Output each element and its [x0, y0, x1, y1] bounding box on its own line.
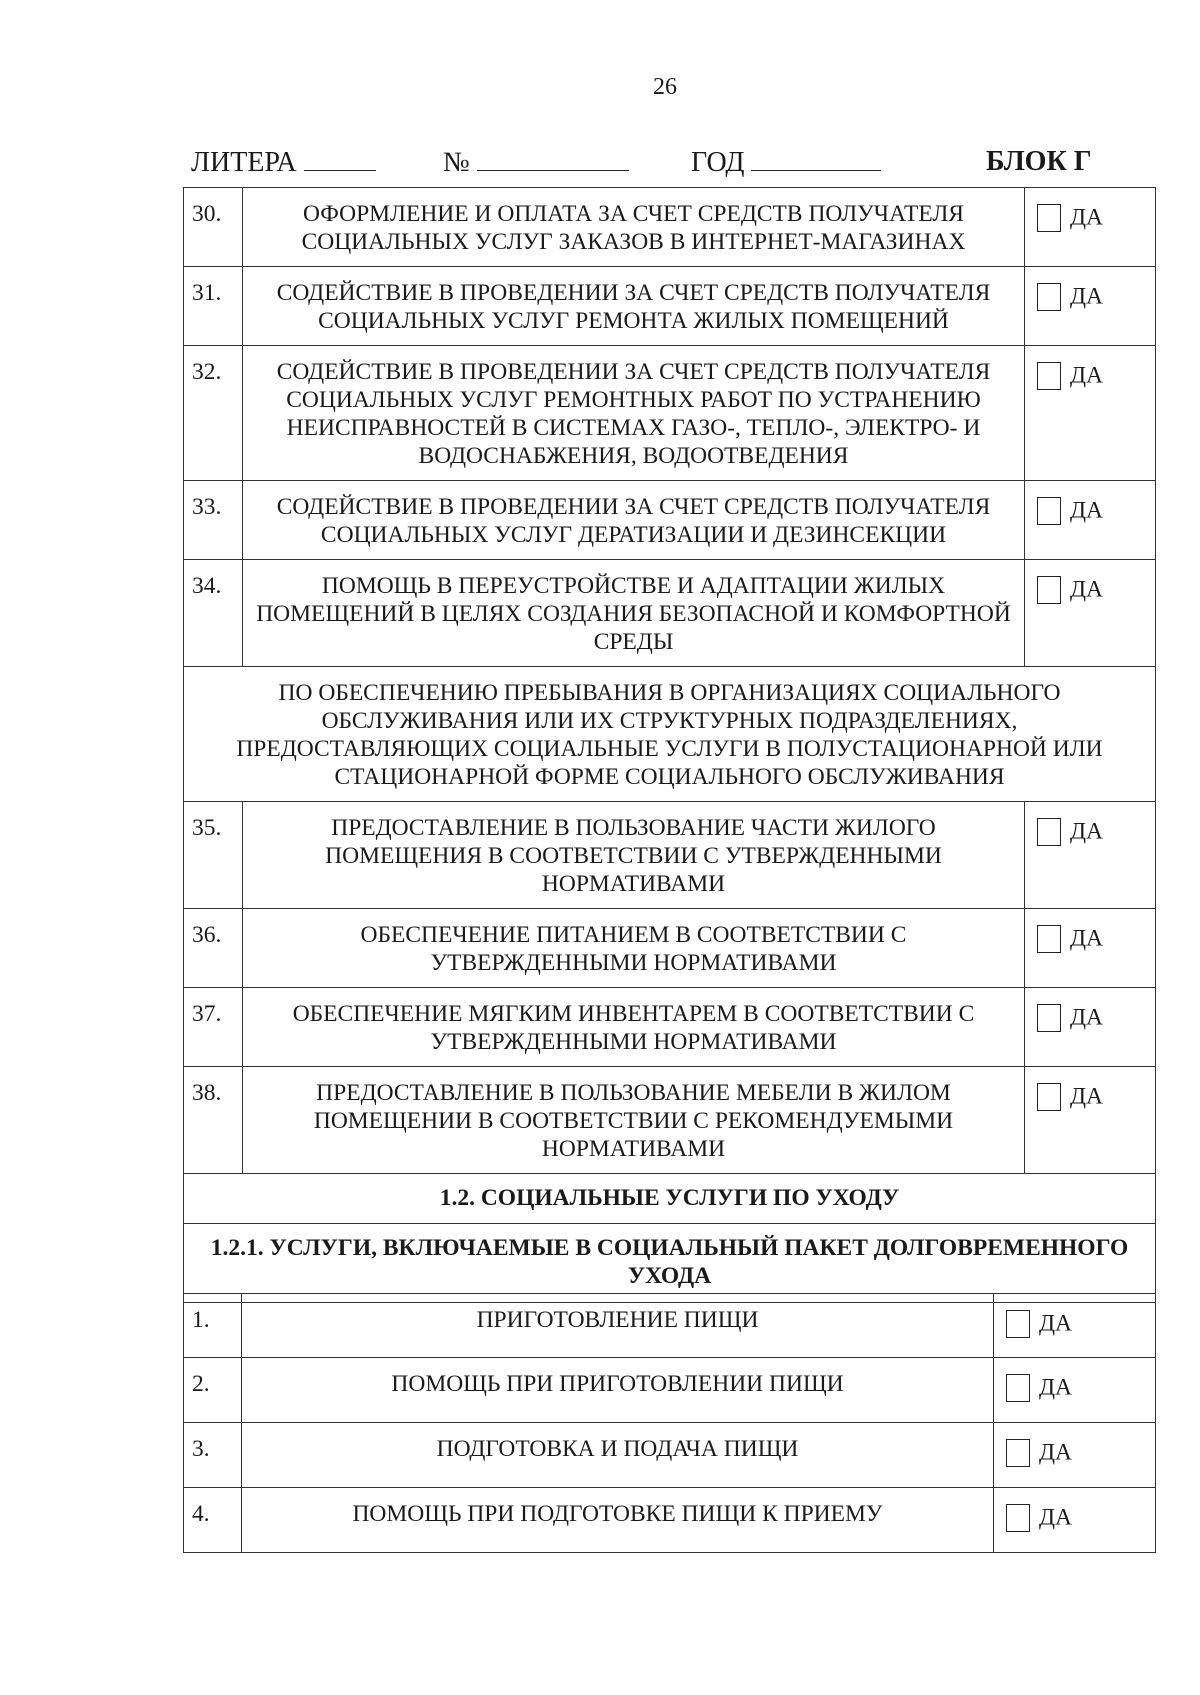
- checkbox-label: ДА: [1039, 1504, 1073, 1531]
- yes-checkbox[interactable]: [1025, 988, 1156, 1067]
- row-number: 30.: [184, 188, 243, 267]
- table-row: [184, 1423, 1156, 1488]
- checkbox-square-icon[interactable]: [1037, 1004, 1061, 1032]
- row-number: 31.: [184, 267, 243, 346]
- checkbox-square-icon[interactable]: [1037, 283, 1061, 311]
- service-text: ПОДГОТОВКА И ПОДАЧА ПИЩИ: [242, 1423, 994, 1488]
- checkbox-square-icon[interactable]: [1006, 1439, 1030, 1467]
- row-number: 36.: [184, 909, 243, 988]
- row-number: 32.: [184, 346, 243, 481]
- checkbox-label: ДА: [1070, 1083, 1104, 1110]
- checkbox-square-icon[interactable]: [1037, 204, 1061, 232]
- checkbox-square-icon[interactable]: [1006, 1504, 1030, 1532]
- yes-checkbox[interactable]: [1025, 802, 1156, 909]
- section-row: [184, 667, 1156, 802]
- checkbox-label: ДА: [1070, 1004, 1104, 1031]
- year-field[interactable]: [691, 146, 881, 179]
- checkbox-square-icon[interactable]: [1006, 1374, 1030, 1402]
- litera-field[interactable]: [191, 146, 376, 179]
- heading-1-2: 1.2. СОЦИАЛЬНЫЕ УСЛУГИ ПО УХОДУ: [184, 1174, 1156, 1224]
- table-row: [184, 802, 1156, 909]
- yes-checkbox[interactable]: [1025, 909, 1156, 988]
- checkbox-label: ДА: [1039, 1439, 1073, 1466]
- checkbox-square-icon[interactable]: [1006, 1310, 1030, 1338]
- table-row: [184, 988, 1156, 1067]
- litera-label: ЛИТЕРА: [191, 147, 297, 178]
- checkbox-label: ДА: [1070, 576, 1104, 603]
- row-number: 3.: [184, 1423, 242, 1488]
- yes-checkbox[interactable]: [1025, 481, 1156, 560]
- yes-checkbox[interactable]: [1025, 188, 1156, 267]
- table-row: [184, 346, 1156, 481]
- service-text: ПОМОЩЬ В ПЕРЕУСТРОЙСТВЕ И АДАПТАЦИИ ЖИЛЫХ ПОМЕЩЕНИЙ В ЦЕЛЯХ СОЗДАНИЯ БЕЗОПАСНОЙ И КОМФОРТНОЙ СРЕДЫ: [243, 560, 1025, 667]
- service-text: СОДЕЙСТВИЕ В ПРОВЕДЕНИИ ЗА СЧЕТ СРЕДСТВ ПОЛУЧАТЕЛЯ СОЦИАЛЬНЫХ УСЛУГ РЕМОНТНЫХ РАБОТ ПО УСТРАНЕНИЮ НЕИСПРАВНОСТЕЙ В СИСТЕМАХ ГАЗО-, ТЕПЛО-, ЭЛЕКТРО- И ВОДОСНАБЖЕНИЯ, ВОДООТВЕДЕНИЯ: [243, 346, 1025, 481]
- number-blank[interactable]: [477, 146, 629, 171]
- table-row: [184, 1488, 1156, 1553]
- table-row: [184, 1294, 1156, 1358]
- services-table: [183, 187, 1156, 1303]
- yes-checkbox[interactable]: [1025, 560, 1156, 667]
- table-row: [184, 560, 1156, 667]
- heading-1-2-1: 1.2.1. УСЛУГИ, ВКЛЮЧАЕМЫЕ В СОЦИАЛЬНЫЙ ПАКЕТ ДОЛГОВРЕМЕННОГО УХОДА: [184, 1224, 1156, 1303]
- row-number: 35.: [184, 802, 243, 909]
- table-row: [184, 267, 1156, 346]
- litera-blank[interactable]: [304, 146, 376, 171]
- row-number: 37.: [184, 988, 243, 1067]
- checkbox-label: ДА: [1039, 1374, 1073, 1401]
- heading-row: [184, 1174, 1156, 1224]
- row-number: 1.: [184, 1294, 242, 1358]
- service-text: СОДЕЙСТВИЕ В ПРОВЕДЕНИИ ЗА СЧЕТ СРЕДСТВ ПОЛУЧАТЕЛЯ СОЦИАЛЬНЫХ УСЛУГ РЕМОНТА ЖИЛЫХ ПОМЕЩЕНИЙ: [243, 267, 1025, 346]
- checkbox-square-icon[interactable]: [1037, 362, 1061, 390]
- checkbox-label: ДА: [1070, 362, 1104, 389]
- service-text: ПРЕДОСТАВЛЕНИЕ В ПОЛЬЗОВАНИЕ ЧАСТИ ЖИЛОГО ПОМЕЩЕНИЯ В СООТВЕТСТВИИ С УТВЕРЖДЕННЫМИ НОРМАТИВАМИ: [243, 802, 1025, 909]
- checkbox-square-icon[interactable]: [1037, 925, 1061, 953]
- year-blank[interactable]: [751, 146, 881, 171]
- care-services-table: [183, 1293, 1156, 1553]
- yes-checkbox[interactable]: [1025, 267, 1156, 346]
- checkbox-square-icon[interactable]: [1037, 576, 1061, 604]
- row-number: 38.: [184, 1067, 243, 1174]
- service-text: ОФОРМЛЕНИЕ И ОПЛАТА ЗА СЧЕТ СРЕДСТВ ПОЛУЧАТЕЛЯ СОЦИАЛЬНЫХ УСЛУГ ЗАКАЗОВ В ИНТЕРНЕТ-МАГАЗИНАХ: [243, 188, 1025, 267]
- section-stationary-text: ПО ОБЕСПЕЧЕНИЮ ПРЕБЫВАНИЯ В ОРГАНИЗАЦИЯХ СОЦИАЛЬНОГО ОБСЛУЖИВАНИЯ ИЛИ ИХ СТРУКТУРНЫХ ПОДРАЗДЕЛЕНИЯХ, ПРЕДОСТАВЛЯЮЩИХ СОЦИАЛЬНЫЕ УСЛУГИ В ПОЛУСТАЦИОНАРНОЙ ИЛИ СТАЦИОНАРНОЙ ФОРМЕ СОЦИАЛЬНОГО ОБСЛУЖИВАНИЯ: [184, 667, 1156, 802]
- service-text: СОДЕЙСТВИЕ В ПРОВЕДЕНИИ ЗА СЧЕТ СРЕДСТВ ПОЛУЧАТЕЛЯ СОЦИАЛЬНЫХ УСЛУГ ДЕРАТИЗАЦИИ И ДЕЗИНСЕКЦИИ: [243, 481, 1025, 560]
- checkbox-label: ДА: [1070, 818, 1104, 845]
- service-text: ОБЕСПЕЧЕНИЕ ПИТАНИЕМ В СООТВЕТСТВИИ С УТВЕРЖДЕННЫМИ НОРМАТИВАМИ: [243, 909, 1025, 988]
- number-label: №: [443, 147, 470, 178]
- table-row: [184, 481, 1156, 560]
- checkbox-label: ДА: [1039, 1310, 1073, 1337]
- number-field[interactable]: [443, 146, 629, 179]
- form-header: [191, 146, 1101, 180]
- table-row: [184, 1067, 1156, 1174]
- row-number: 33.: [184, 481, 243, 560]
- checkbox-square-icon[interactable]: [1037, 497, 1061, 525]
- checkbox-label: ДА: [1070, 497, 1104, 524]
- checkbox-label: ДА: [1070, 283, 1104, 310]
- yes-checkbox[interactable]: [994, 1423, 1156, 1488]
- year-label: ГОД: [691, 147, 745, 178]
- table-row: [184, 909, 1156, 988]
- yes-checkbox[interactable]: [1025, 346, 1156, 481]
- yes-checkbox[interactable]: [994, 1488, 1156, 1553]
- service-text: ПРИГОТОВЛЕНИЕ ПИЩИ: [242, 1294, 994, 1358]
- service-text: ПРЕДОСТАВЛЕНИЕ В ПОЛЬЗОВАНИЕ МЕБЕЛИ В ЖИЛОМ ПОМЕЩЕНИИ В СООТВЕТСТВИИ С РЕКОМЕНДУЕМЫМИ НОРМАТИВАМИ: [243, 1067, 1025, 1174]
- checkbox-label: ДА: [1070, 925, 1104, 952]
- block-label: БЛОК Г: [986, 146, 1092, 177]
- yes-checkbox[interactable]: [994, 1294, 1156, 1358]
- yes-checkbox[interactable]: [1025, 1067, 1156, 1174]
- yes-checkbox[interactable]: [994, 1358, 1156, 1423]
- checkbox-label: ДА: [1070, 204, 1104, 231]
- checkbox-square-icon[interactable]: [1037, 818, 1061, 846]
- row-number: 4.: [184, 1488, 242, 1553]
- row-number: 34.: [184, 560, 243, 667]
- page-number: 26: [653, 74, 677, 100]
- heading-row: [184, 1224, 1156, 1303]
- table-row: [184, 188, 1156, 267]
- row-number: 2.: [184, 1358, 242, 1423]
- table-row: [184, 1358, 1156, 1423]
- service-text: ОБЕСПЕЧЕНИЕ МЯГКИМ ИНВЕНТАРЕМ В СООТВЕТСТВИИ С УТВЕРЖДЕННЫМИ НОРМАТИВАМИ: [243, 988, 1025, 1067]
- checkbox-square-icon[interactable]: [1037, 1083, 1061, 1111]
- service-text: ПОМОЩЬ ПРИ ПРИГОТОВЛЕНИИ ПИЩИ: [242, 1358, 994, 1423]
- service-text: ПОМОЩЬ ПРИ ПОДГОТОВКЕ ПИЩИ К ПРИЕМУ: [242, 1488, 994, 1553]
